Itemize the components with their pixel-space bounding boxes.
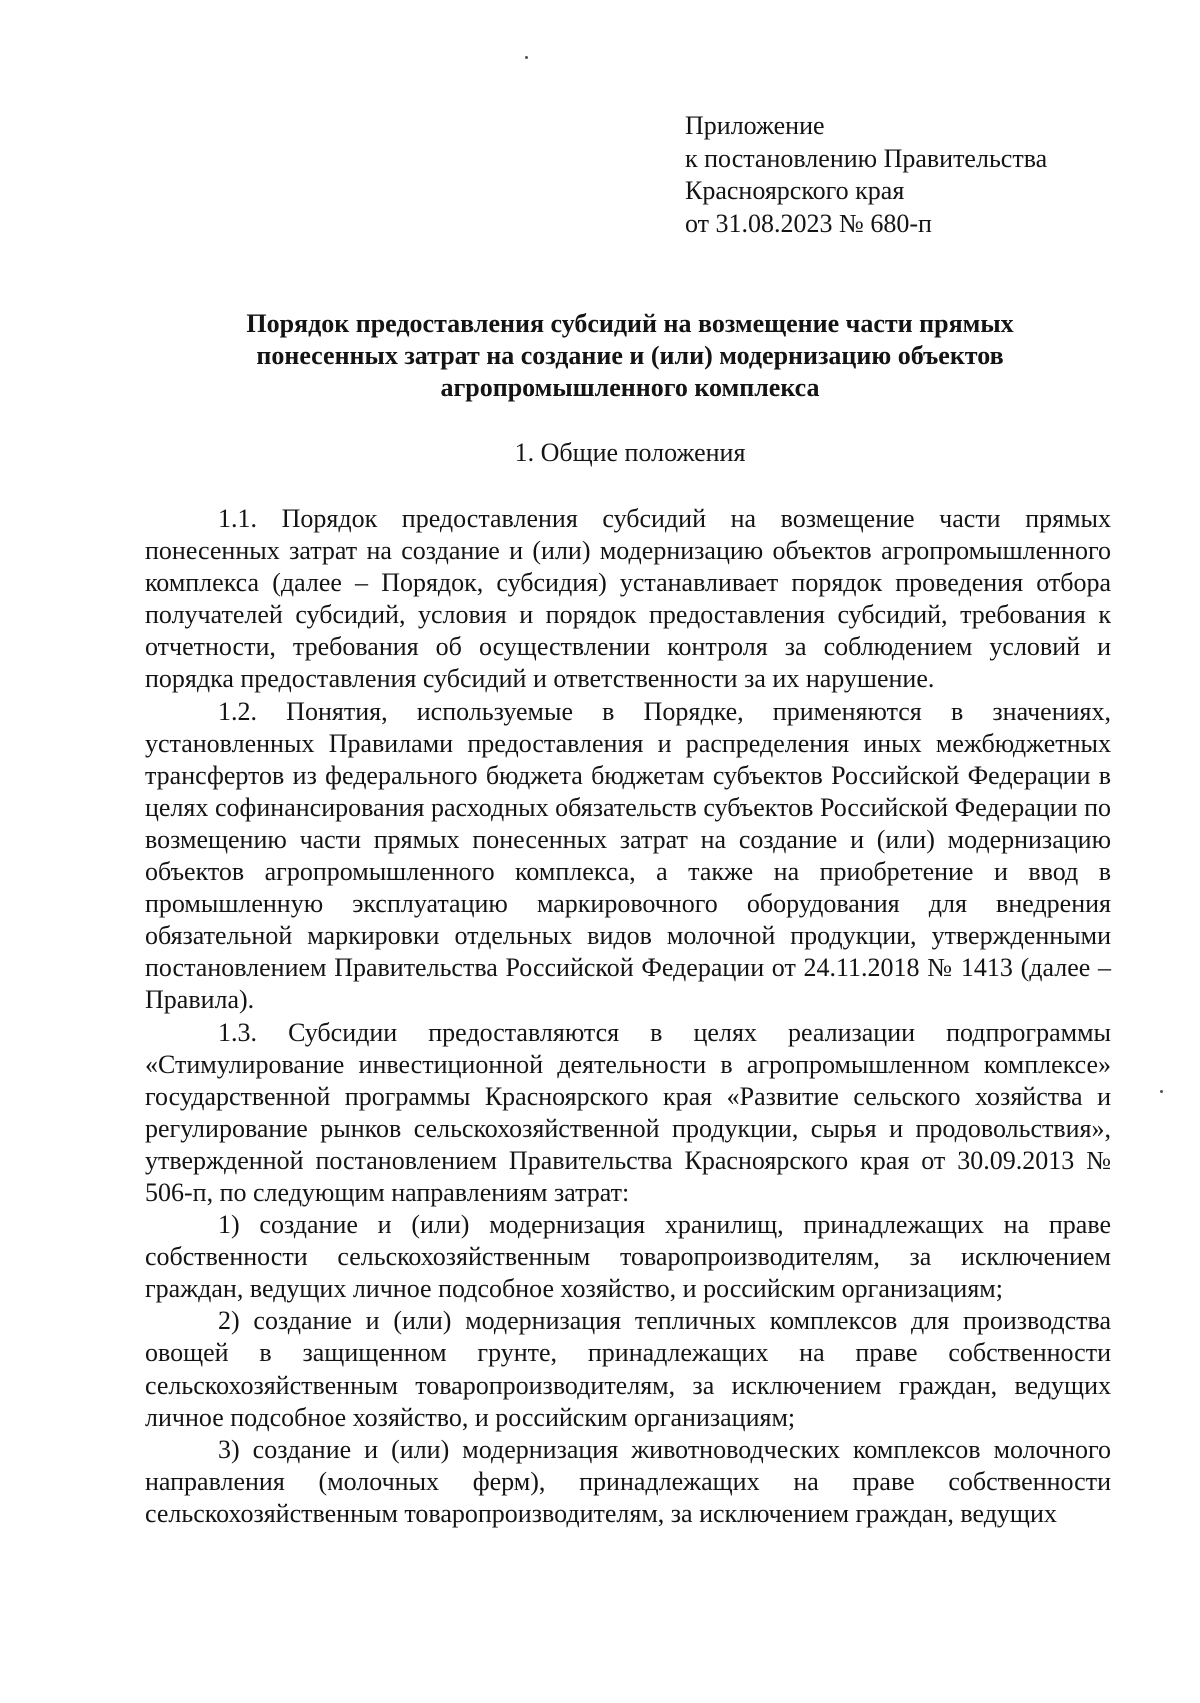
list-item-2: 2) создание и (или) модернизация тепличных комплексов для производства овощей в защищенном грунте, принадлежащих на праве собственности сельскохозяйственным товаропроизводителям, за исключением граждан, ведущих личное подсобное хозяйство, и российским организациям; [145,1306,1111,1432]
appendix-block [685,110,1047,240]
appendix-region: Красноярского края [685,176,905,205]
paragraph-1-1: 1.1. Порядок предоставления субсидий на возмещение части прямых понесенных затрат на создание и (или) модернизацию объектов агропромышленного комплекса (далее – Порядок, субсидия) устанавливает порядок проведения отбора получателей субсидий, условия и порядок предоставления субсидий, требования к отчетности, требования об осуществлении контроля за соблюдением условий и порядка предоставления субсидий и ответственности за их нарушение. [145,504,1111,694]
document-title [140,308,1120,404]
title-line: Порядок предоставления субсидий на возмещение части прямых [246,309,1014,338]
scan-speck [1160,1090,1163,1093]
list-item-1: 1) создание и (или) модернизация хранилищ, принадлежащих на праве собственности сельскохозяйственным товаропроизводителям, за исключением граждан, ведущих личное подсобное хозяйство, и российским организациям; [145,1210,1111,1304]
list-item-3: 3) создание и (или) модернизация животноводческих комплексов молочного направления (молочных ферм), принадлежащих на праве собственности сельскохозяйственным товаропроизводителям, за исключением граждан, ведущих [145,1434,1111,1528]
appendix-label: Приложение [685,111,825,140]
section-heading: 1. Общие положения [514,438,746,467]
title-line: агропромышленного комплекса [440,373,820,402]
paragraph-1-3: 1.3. Субсидии предоставляются в целях реализации подпрограммы «Стимулирование инвестиционной деятельности в агропромышленном комплексе» государственной программы Красноярского края «Развитие сельского хозяйства и регулирование рынков сельскохозяйственной продукции, сырья и продовольствия», утвержденной постановлением Правительства Красноярского края от 30.09.2013 № 506-п, по следующим направлениям затрат: [145,1017,1111,1207]
title-line: понесенных затрат на создание и (или) модернизацию объектов [256,341,1004,370]
paragraph-1-2: 1.2. Понятия, используемые в Порядке, применяются в значениях, установленных Правилами предоставления и распределения иных межбюджетных трансфертов из федерального бюджета бюджетам субъектов Российской Федерации в целях софинансирования расходных обязательств субъектов Российской Федерации по возмещению части прямых понесенных затрат на создание и (или) модернизацию объектов агропромышленного комплекса, а также на приобретение и ввод в промышленную эксплуатацию маркировочного оборудования для внедрения обязательной маркировки отдельных видов молочной продукции, утвержденными постановлением Правительства Российской Федерации от 24.11.2018 № 1413 (далее – Правила). [145,696,1111,1015]
body-text [145,503,1111,1530]
scan-speck [525,56,528,59]
appendix-reference: к постановлению Правительства [685,143,1048,173]
appendix-date-number: от 31.08.2023 № 680-п [685,208,932,238]
